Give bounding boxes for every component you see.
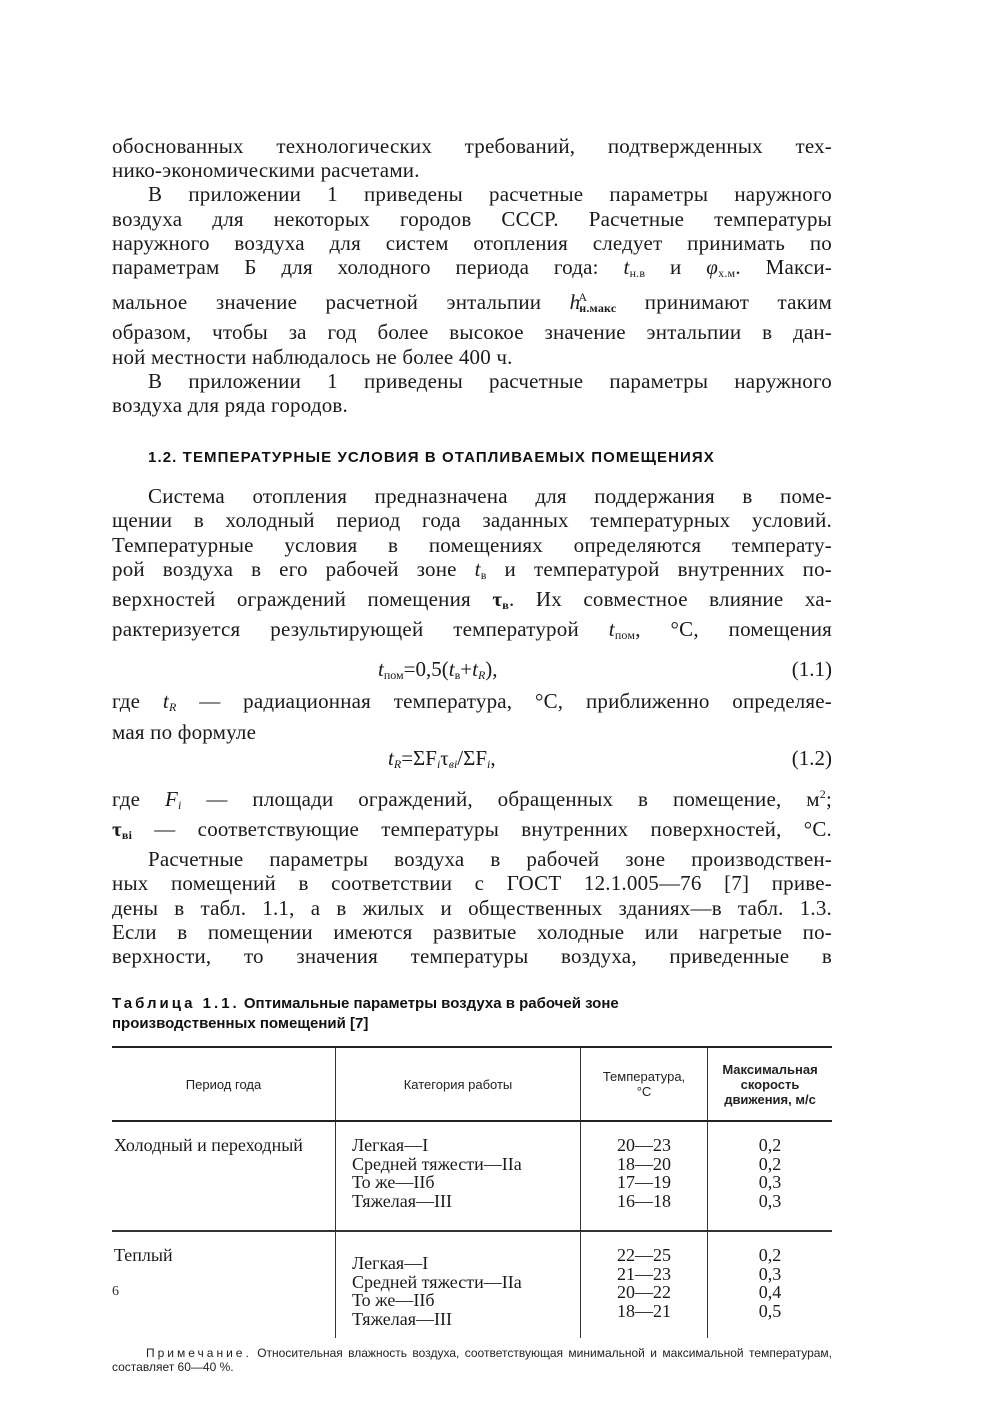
text-line: воздуха для некоторых городов СССР. Расчетные температуры [112,206,832,231]
text-line-with-symbols: рой воздуха в его рабочей зоне $t_в$ и температурой внутренних по- [112,556,833,582]
text-line: образом, чтобы за год более высокое значение энтальпии в дан- [112,320,832,345]
paragraph-appendix-cities [112,369,832,417]
column-header-temperature: Температура, °C [581,1047,708,1121]
cell-categories: Легкая—I Средней тяжести—IIа То же—IIб Тяжелая—III [336,1231,581,1338]
cell-temperatures: 22—25 21—23 20—22 18—21 [581,1231,708,1338]
symbol-t: t [623,255,630,280]
text-line: наружного воздуха для систем отопления следует принимать по [112,230,832,255]
symbol-phi: φ [706,255,719,280]
text-line: щении в холодный период года заданных температурных условий. [112,508,832,533]
text-line: обоснованных технологических требований, подтвержденных тех- [112,134,832,158]
page-body [112,134,832,1374]
text-line: Расчетные параметры воздуха в рабочей зоне производствен- [148,847,832,872]
text-line: Температурные условия в помещениях определяются температу- [112,532,832,557]
text-line-with-symbols: рактеризуется результирующей температурой $t_{пом}$, °C, помещения [112,617,833,643]
text-line-with-symbols: верхностей ограждений помещения $\tau_в$. Их совместное влияние ха- [112,587,832,613]
text-line-with-symbols: $\tau_{вi}$ — соответствующие температуры внутренних поверхностей, °C. [112,817,832,843]
section-heading: 1.2. ТЕМПЕРАТУРНЫЕ УСЛОВИЯ В ОТАПЛИВАЕМЫХ ПОМЕЩЕНИЯХ [148,449,715,467]
text-line-with-symbols: где $t_R$ — радиационная температура, °C, приближенно определяе- [112,689,833,715]
table-row-group-warm [112,1231,832,1338]
formula-1-2 [112,744,832,774]
table-label: Таблица 1.1. [112,995,240,1013]
text-line: Если в помещении имеются развитые холодные или нагретые по- [112,919,832,944]
formula-expression: $t_R=\Sigma F_i\tau_{вi}/\Sigma F_i$, [388,745,496,771]
cell-period: Теплый [114,1245,173,1266]
note-label: Примечание. [146,1346,252,1361]
cell-speeds: 0,2 0,2 0,3 0,3 [708,1121,833,1231]
paragraph-heating-purpose [112,484,832,647]
table-row-group-cold [112,1121,832,1231]
text-line-with-symbols: где $F_i$ — площади ограждений, обращенных в помещение, $м^2$; [112,786,832,812]
formula-number: (1.2) [791,745,832,770]
text-line: дены в табл. 1.1, а в жилых и общественных зданиях—в табл. 1.3. [112,895,832,920]
table-note [112,1346,832,1374]
cell-speeds: 0,2 0,3 0,4 0,5 [708,1231,833,1338]
formula-number: (1.1) [791,657,832,682]
note-text: Относительная влажность воздуха, соответствующая минимальной и максимальной температурам, составляет 60—40 %. [112,1346,832,1375]
text-line-with-symbols: мальное значение расчетной энтальпии $h^А_{н.макс}$ принимают таким [112,290,832,316]
text-line: В приложении 1 приведены расчетные параметры наружного [148,182,832,207]
cell-categories: Легкая—I Средней тяжести—IIа То же—IIб Тяжелая—III [336,1121,581,1231]
column-header-period: Период года [112,1047,336,1121]
page-number: 6 [112,1284,119,1299]
text-line: нико-экономическими расчетами. [112,158,420,183]
text-line: мая по формуле [112,719,257,744]
formula-1-1 [112,655,832,685]
text-line: воздуха для ряда городов. [112,393,348,418]
formula-expression: $t_{пом}=0,5(t_в+t_R)$, [378,657,498,683]
text-line: ной местности наблюдалось не более 400 ч. [112,344,513,369]
text-line: В приложении 1 приведены расчетные параметры наружного [148,368,832,393]
paragraph-radiation-temp [112,689,832,743]
paragraph-appendix-reference [112,182,832,368]
column-header-category: Категория работы [336,1047,581,1121]
optimal-air-parameters-table [112,1046,832,1338]
symbol-enthalpy: h [569,290,581,315]
column-header-max-speed: Максимальная скорость движения, м/с [708,1047,833,1121]
text-line-with-symbols: параметрам Б для холодного периода года: $t_{н.в}$ и $\varphi_{х.м}$. Макси- [112,255,832,281]
paragraph-continuation [112,134,832,182]
text-line: ных помещений в соответствии с ГОСТ 12.1.005—76 [7] приве- [112,871,832,896]
text-line: верхности, то значения температуры воздуха, приведенные в [112,944,832,969]
paragraph-symbol-definitions [112,782,832,847]
text-line: Система отопления предназначена для поддержания в поме- [148,484,832,509]
cell-temperatures: 20—23 18—20 17—19 16—18 [581,1121,708,1231]
table-caption: Таблица 1.1. Оптимальные параметры воздуха в рабочей зоне производственных помещений [7] [112,995,619,1033]
table-header-row [112,1047,832,1121]
cell-period: Холодный и переходный [112,1121,336,1231]
paragraph-gost-reference [112,847,832,968]
